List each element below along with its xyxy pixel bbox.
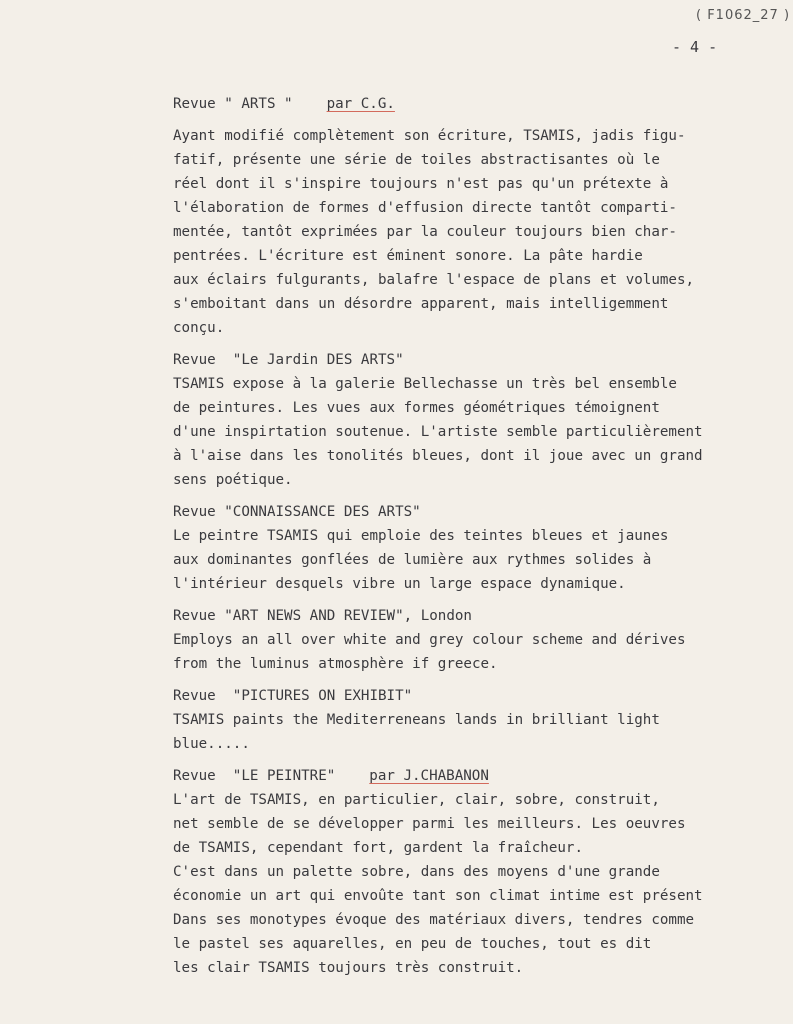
review-author: par C.G. bbox=[326, 96, 395, 112]
document-body bbox=[173, 92, 793, 988]
review-line: d'une inspirtation soutenue. L'artiste semble particulièrement bbox=[173, 424, 703, 440]
review-title: Revue "ART NEWS AND REVIEW", London bbox=[173, 608, 472, 624]
review-line: TSAMIS paints the Mediterreneans lands in brilliant light bbox=[173, 712, 660, 728]
review-block bbox=[173, 764, 793, 980]
review-line: TSAMIS expose à la galerie Bellechasse un très bel ensemble bbox=[173, 376, 677, 392]
review-line: économie un art qui envoûte tant son climat intime est présent bbox=[173, 888, 703, 904]
review-block bbox=[173, 684, 793, 756]
review-heading bbox=[173, 684, 793, 708]
review-line: l'élaboration de formes d'effusion directe tantôt comparti- bbox=[173, 200, 677, 216]
review-line: conçu. bbox=[173, 320, 225, 336]
review-line: à l'aise dans les tonolités bleues, dont il joue avec un grand bbox=[173, 448, 703, 464]
review-block bbox=[173, 92, 793, 340]
review-heading bbox=[173, 92, 793, 116]
review-line: aux dominantes gonflées de lumière aux rythmes solides à bbox=[173, 552, 652, 568]
review-author: par J.CHABANON bbox=[369, 768, 489, 784]
review-line: blue..... bbox=[173, 736, 250, 752]
review-line: les clair TSAMIS toujours très construit. bbox=[173, 960, 524, 976]
archive-reference: ( F1062_27 ) bbox=[696, 8, 791, 23]
review-line: de peintures. Les vues aux formes géométriques témoignent bbox=[173, 400, 660, 416]
review-line: fatif, présente une série de toiles abstractisantes où le bbox=[173, 152, 660, 168]
page-number: - 4 - bbox=[672, 38, 718, 56]
review-title: Revue "LE PEINTRE" bbox=[173, 768, 336, 784]
review-line: from the luminus atmosphère if greece. bbox=[173, 656, 498, 672]
review-line: C'est dans un palette sobre, dans des moyens d'une grande bbox=[173, 864, 660, 880]
review-title: Revue " ARTS " bbox=[173, 96, 293, 112]
review-line: net semble de se développer parmi les meilleurs. Les oeuvres bbox=[173, 816, 686, 832]
review-line: de TSAMIS, cependant fort, gardent la fraîcheur. bbox=[173, 840, 583, 856]
review-line: pentrées. L'écriture est éminent sonore. La pâte hardie bbox=[173, 248, 643, 264]
review-heading bbox=[173, 604, 793, 628]
review-title: Revue "CONNAISSANCE DES ARTS" bbox=[173, 504, 421, 520]
review-line: Dans ses monotypes évoque des matériaux divers, tendres comme bbox=[173, 912, 695, 928]
review-line: Employs an all over white and grey colour scheme and dérives bbox=[173, 632, 686, 648]
review-line: aux éclairs fulgurants, balafre l'espace de plans et volumes, bbox=[173, 272, 695, 288]
review-line: L'art de TSAMIS, en particulier, clair, sobre, construit, bbox=[173, 792, 660, 808]
review-block bbox=[173, 500, 793, 596]
review-line: s'emboitant dans un désordre apparent, mais intelligemment bbox=[173, 296, 669, 312]
review-line: l'intérieur desquels vibre un large espace dynamique. bbox=[173, 576, 626, 592]
review-line: réel dont il s'inspire toujours n'est pas qu'un prétexte à bbox=[173, 176, 669, 192]
review-line: Le peintre TSAMIS qui emploie des teintes bleues et jaunes bbox=[173, 528, 669, 544]
review-line: le pastel ses aquarelles, en peu de touches, tout es dit bbox=[173, 936, 652, 952]
review-block bbox=[173, 348, 793, 492]
review-line: sens poétique. bbox=[173, 472, 293, 488]
review-block bbox=[173, 604, 793, 676]
review-title: Revue "PICTURES ON EXHIBIT" bbox=[173, 688, 413, 704]
review-heading bbox=[173, 764, 793, 788]
review-title: Revue "Le Jardin DES ARTS" bbox=[173, 352, 404, 368]
review-heading bbox=[173, 348, 793, 372]
review-line: Ayant modifié complètement son écriture, TSAMIS, jadis figu- bbox=[173, 128, 686, 144]
review-heading bbox=[173, 500, 793, 524]
review-line: mentée, tantôt exprimées par la couleur toujours bien char- bbox=[173, 224, 677, 240]
